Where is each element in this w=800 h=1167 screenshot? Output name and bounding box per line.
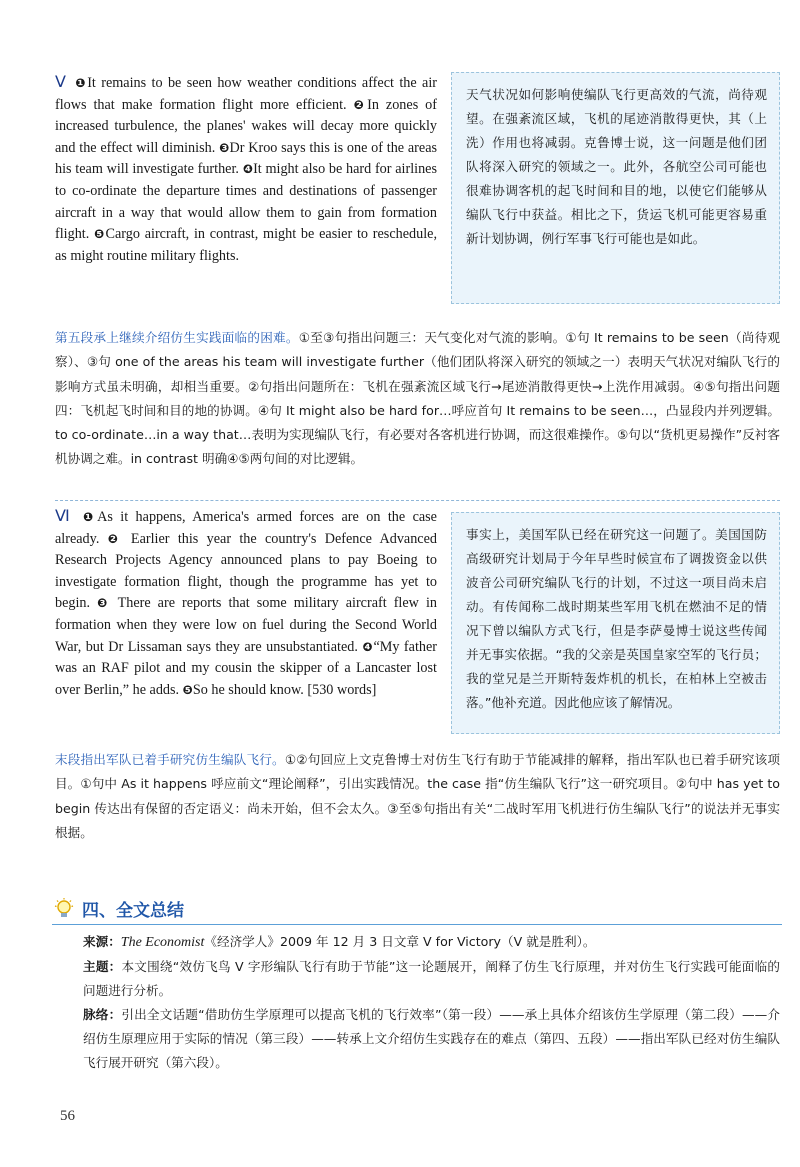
context-label: 脉络： [83, 1007, 122, 1022]
para6-sentence-5: So he should know. [192, 681, 304, 698]
paragraph-5-english [55, 72, 437, 267]
para6-sentence-4: “My father was an RAF pilot and my cousin the skipper of a Lancaster lost over Berlin,” he adds. [55, 638, 438, 698]
summary-block [55, 930, 780, 1075]
summary-context [55, 1003, 780, 1075]
sentence-marker: ❸ [97, 596, 111, 611]
para5-sentence-4: It might also be hard for airlines to co-ordinate the departure times and destinations of passenger aircraft in a way that would allow them to gain from formation flight. [55, 161, 437, 243]
section-title: 四、全文总结 [82, 901, 184, 921]
sentence-marker: ❷ [107, 531, 123, 546]
sentence-marker: ❶ [75, 76, 88, 90]
source-title: The Economist [120, 935, 205, 950]
paragraph-6-number: Ⅵ [55, 508, 74, 525]
sentence-marker: ❶ [83, 510, 98, 524]
summary-theme [55, 955, 780, 1003]
sentence-marker: ❸ [219, 140, 230, 155]
para5-sentence-1: It remains to be seen how weather conditions affect the air flows that make formation flight more efficient. [55, 75, 437, 113]
paragraph-6-row [55, 506, 780, 736]
sentence-marker: ❷ [353, 97, 368, 112]
paragraph-5-row [55, 72, 780, 312]
paragraph-6-analysis [55, 748, 780, 845]
analysis-5-body: ①至③句指出问题三：天气变化对气流的影响。①句 It remains to be seen（尚待观察）、③句 one of the areas his team will investigate further（他们团队将深入研究的领域之一）表明天气状况对编队飞行的影响方式虽未明确，却相当重要。②句指出问题所在：飞机在强紊流区域飞行→尾迹消散得更快→上洗作用减弱。④⑤句指出问题四：飞机起飞时间和目的地的协调。④句 It might also be hard for…呼应首句 It remains to be seen…，凸显段内并列逻辑。to co-ordinate…in a way that…表明为实现编队飞行，有必要对各客机进行协调，而这很难操作。⑤句以“货机更易操作”反衬客机协调之难。in contrast 明确④⑤两句间的对比逻辑。 [55, 330, 781, 467]
para6-sentence-1: As it happens, America's armed forces are on the case already. [55, 509, 437, 547]
lightbulb-icon [52, 897, 76, 925]
analysis-6-lead: 末段指出军队已着手研究仿生编队飞行。 [55, 752, 285, 767]
word-count: [530 words] [307, 681, 377, 698]
page-number: 56 [60, 1108, 75, 1124]
para6-sentence-2: Earlier this year the country's Defence Advanced Research Projects Agency announced plans to pay Boeing to investigate formation flight, though the programme has yet to begin. [55, 530, 437, 612]
source-detail: 《经济学人》2009 年 12 月 3 日文章 V for Victory（V 就是胜利）。 [204, 934, 596, 949]
sentence-marker: ❺ [182, 682, 193, 697]
analysis-6-body: ①②句回应上文克鲁博士对仿生飞行有助于节能减排的解释，指出军队也已着手研究该项目。①句中 As it happens 呼应前文“理论阐释”，引出实践情况。the case 指“仿生编队飞行”这一研究项目。②句中 has yet to begin 传达出有保留的否定语义：尚未开始，但不会太久。③至⑤句指出有关“二战时军用飞机进行仿生编队飞行”的说法并无事实根据。 [55, 752, 780, 840]
paragraph-6-english [55, 506, 437, 701]
para5-sentence-3: Dr Kroo says this is one of the areas his team will investigate further. [55, 139, 438, 178]
sentence-marker: ❹ [362, 639, 374, 654]
para5-sentence-2: In zones of increased turbulence, the planes' wakes will decay more quickly and the effect will diminish. [55, 96, 437, 156]
para5-sentence-5: Cargo aircraft, in contrast, might be easier to reschedule, as might routine military flights. [55, 226, 437, 264]
summary-source [55, 930, 780, 955]
paragraph-6-translation: 事实上，美国军队已经在研究这一问题了。美国国防高级研究计划局于今年早些时候宣布了调拨资金以供波音公司研究编队飞行的计划，不过这一项目尚未启动。有传闻称二战时期某些军用飞机在燃油不足的情况下曾以编队方式飞行，但是李萨曼博士说这些传闻并无事实依据。“我的父亲是英国皇家空军的飞行员；我的堂兄是兰开斯特轰炸机的机长，在柏林上空被击落。”他补充道。因此他应该了解情况。 [451, 512, 780, 734]
paragraph-5-analysis [55, 326, 780, 472]
context-text: 引出全文话题“借助仿生学原理可以提高飞机的飞行效率”（第一段）——承上具体介绍该仿生学原理（第二段）——介绍仿生原理应用于实际的情况（第三段）——转承上文介绍仿生实践存在的难点（第四、五段）——指出军队已经对仿生编队飞行展开研究（第六段）。 [83, 1007, 781, 1070]
source-label: 来源： [83, 934, 121, 949]
sentence-marker: ❹ [242, 162, 254, 177]
paragraph-5-number: Ⅴ [55, 74, 68, 91]
sentence-marker: ❺ [94, 227, 106, 242]
paragraph-5-translation: 天气状况如何影响使编队飞行更高效的气流，尚待观望。在强紊流区域，飞机的尾迹消散得更快，其（上洗）作用也将减弱。克鲁博士说，这一问题是他们团队将深入研究的领域之一。此外，各航空公司可能也很难协调客机的起飞时间和目的地，以使它们能够从编队飞行中获益。相比之下，货运飞机可能更容易重新计划协调，例行军事飞行可能也是如此。 [451, 72, 780, 304]
divider [55, 500, 780, 501]
theme-label: 主题： [83, 959, 122, 974]
analysis-5-lead: 第五段承上继续介绍仿生实践面临的困难。 [55, 330, 299, 345]
section-heading [52, 894, 782, 925]
para6-sentence-3: There are reports that some military aircraft flew in formation when they were low on fuel during the Second World War, but Dr Lissaman says they are unsubstantiated. [55, 595, 437, 655]
theme-text: 本文围绕“效仿飞鸟 V 字形编队飞行有助于节能”这一论题展开，阐释了仿生飞行原理，并对仿生飞行实践可能面临的问题进行分析。 [83, 959, 781, 998]
